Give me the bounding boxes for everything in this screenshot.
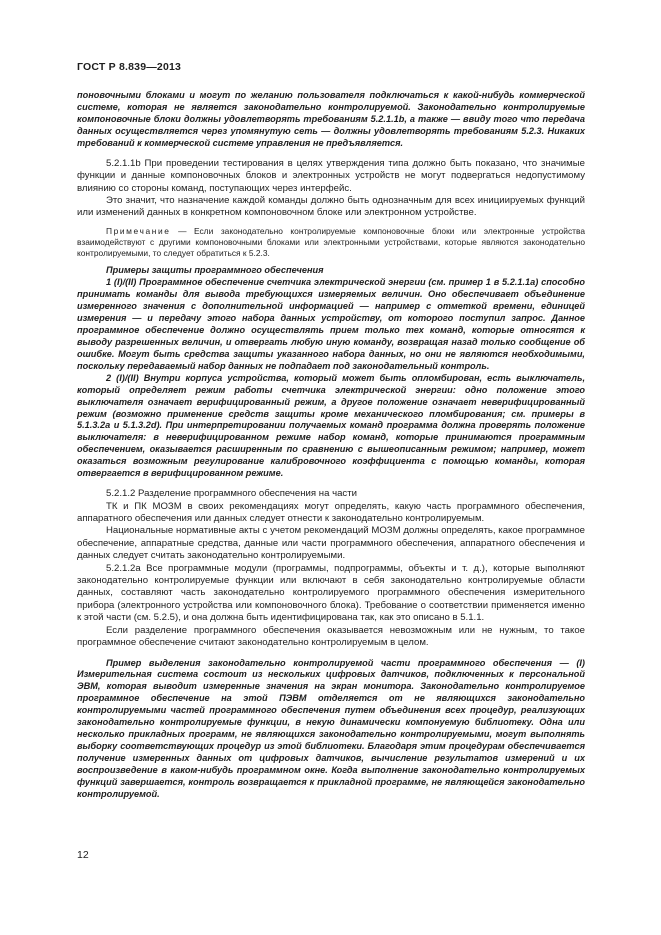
- example-1: 1 (I)/(II) Программное обеспечение счетчика электрической энергии (см. пример 1 в 5.2.1.1а) способно принимать команды для вывода требующихся измеряемых величин. Оно обеспечивает объединение измеренного значения с дополнительной информацией — например с отметкой времени, единицей измерения — и передачу этого набора данных устройству, от которого поступил запрос. Данное программное обеспечение должно осуществлять прием только тех команд, которые относятся к выводу разрешенных величин, и отвергать любую иную команду, возвращая назад только сообщение об ошибке. Могут быть средства защиты указанного набора данных, но они не являются необходимыми, поскольку передаваемый набор данных не подпадает под законодательный контроль.: [77, 277, 585, 371]
- clause-5-2-1-2a-whole: Если разделение программного обеспечения оказывается невозможным или не нужным, то такое программное обеспечение считают законодательно контролируемым в целом.: [77, 624, 585, 649]
- clause-5-2-1-2-text: ТК и ПК МОЗМ в своих рекомендациях могут определять, какую часть программного обеспечения, аппаратного обеспечения или данных следует отнести к законодательно контролируемым.: [77, 500, 585, 525]
- example-2: 2 (I)/(II) Внутри корпуса устройства, который может быть опломбирован, есть выключатель, который определяет режим работы счетчика электрической энергии: одно положение этого выключателя означает верифицированный режим, а другое положение означает неверифицированный режим (возможно применение средств защиты кроме механического пломбирования; см. примеры в 5.1.3.2а и 5.1.3.2d). При интерпретировании получаемых команд программа должна проверять положение выключателя: в неверифицированном режиме набор команд, которые принимаются программным обеспечением, оказывается расширенным по сравнению с вышеописанным режимом; например, может оказаться возможным регулирование калибровочного коэффициента с помощью команды, которая отвергается в верифицированном режиме.: [77, 372, 585, 479]
- note-label: Примечание: [106, 225, 171, 236]
- page-number: 12: [77, 849, 89, 861]
- clause-5-2-1-2a: 5.2.1.2а Все программные модули (программы, подпрограммы, объекты и т. д.), которые выполняют законодательно контролируемые функции или включают в себя законодательно контролируемые области данных, составляют часть законодательно контролируемого программного обеспечения измерительного прибора (электронного устройства или компоновочного блока). Требование о соответствии применяется именно к этой части (см. 5.2.5), и она должна быть идентифицирована так, как это описано в 5.1.1.: [77, 562, 585, 624]
- note-text: — Если законодательно контролируемые компоновочные блоки или электронные устройства взаимодействуют с другими компоновочными блоками или электронными устройствами, которые являются законодательно контролируемыми, то следует обратиться к 5.2.3.: [77, 225, 585, 258]
- document-body: [77, 90, 585, 801]
- document-header: ГОСТ Р 8.839—2013: [77, 61, 182, 73]
- note: [77, 226, 585, 259]
- paragraph-continuation: поновочными блоками и могут по желанию пользователя подключаться к какой-нибудь коммерческой системе, которая не является законодательно контролируемой. Законодательно контролируемые компоновочные блоки должны удовлетворять требованиям 5.2.1.1b, а также — ввиду того что передача данных осуществляется через упомянутую сеть — должны удовлетворять требованиям 5.2.3. Никаких требований к коммерческой системе управления не предъявляется.: [77, 90, 585, 148]
- examples-heading: Примеры защиты программного обеспечения: [106, 265, 324, 276]
- clause-5-2-1-1b: 5.2.1.1b При проведении тестирования в целях утверждения типа должно быть показано, что значимые функции и данные компоновочных блоков и электронных устройств не могут подвергаться недопустимому влиянию со стороны команд, поступающих через интерфейс.: [77, 157, 585, 194]
- clause-5-2-1-1b-explanation: Это значит, что назначение каждой команды должно быть однозначным для всех инициируемых функций или изменений данных в конкретном компоновочном блоке или электронном устройстве.: [77, 194, 585, 219]
- clause-5-2-1-2-national: Национальные нормативные акты с учетом рекомендаций МОЗМ должны определять, какое программное обеспечение, аппаратные средства, данные или части программного обеспечения, аппаратного обеспечения и данных следует считать законодательно контролируемыми.: [77, 525, 585, 562]
- clause-5-2-1-2-heading: 5.2.1.2 Разделение программного обеспечения на части: [106, 488, 357, 500]
- example-separation: Пример выделения законодательно контролируемой части программного обеспечения — (I) Измерительная система состоит из нескольких цифровых датчиков, подключенных к персональной ЭВМ, которая выводит измеренные значения на экран монитора. Законодательно контролируемое программное обеспечение на этой ПЭВМ отделяется от не являющихся законодательно контролируемыми частей программного обеспечения путем объединения всех процедур, реализующих законодательно контролируемые функции, в некую динамически компонуемую библиотеку. Одна или несколько прикладных программ, не являющихся законодательно контролируемыми, могут выполнять выборку соответствующих процедур из этой библиотеки. Благодаря этим процедурам обеспечивается получение измеренных данных от цифровых датчиков, вычисление результатов измерений и их воспроизведение в каком-нибудь программном окне. Когда выполнение законодательно контролируемых функций завершается, контроль возвращается к прикладной программе, не являющейся законодательно контролируемой.: [77, 657, 585, 799]
